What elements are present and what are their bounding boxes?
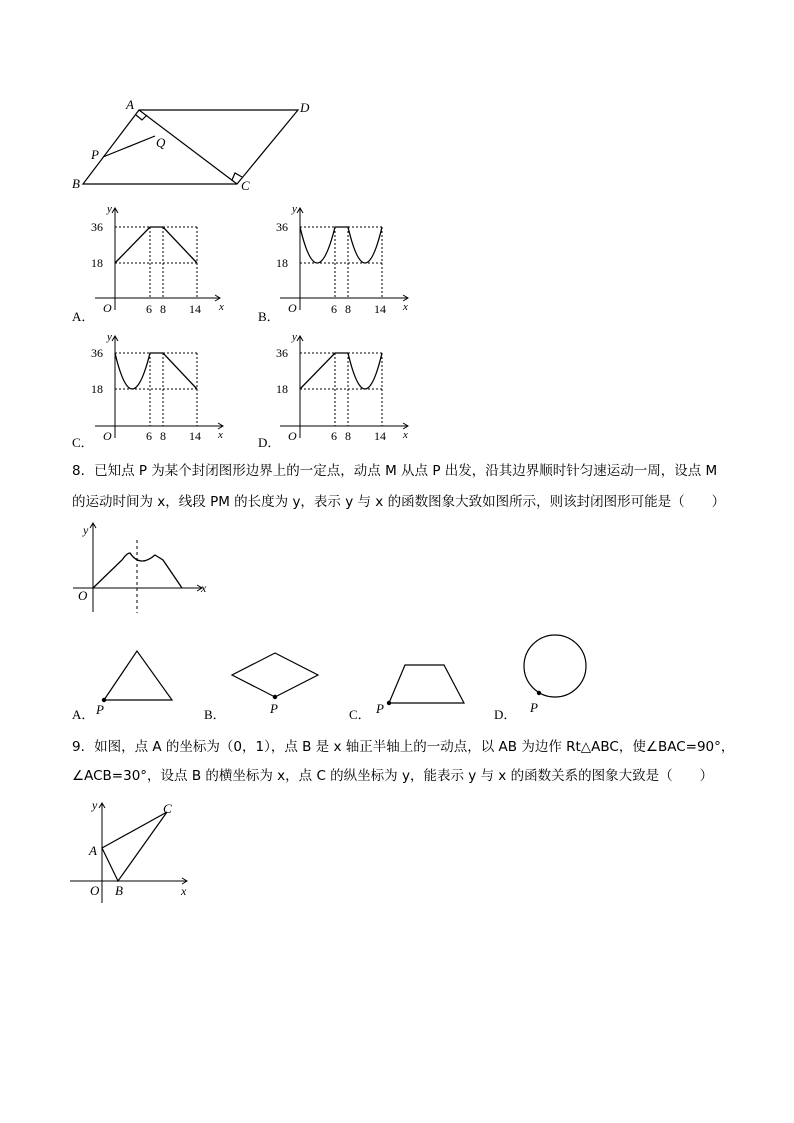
q8-shape-circle <box>515 630 595 722</box>
segment-ac <box>139 110 237 184</box>
svg-text:O: O <box>90 883 100 898</box>
q8-option-c[interactable]: C． <box>349 707 371 722</box>
q8-shape-trapezoid <box>372 655 472 720</box>
q8-function-graph <box>70 520 220 615</box>
parallelogram-abcd <box>83 110 298 184</box>
q9-text-line1: 9．如图，点 A 的坐标为（0，1），点 B 是 x 轴正半轴上的一动点，以 AB 为边作 Rt△ABC，使∠BAC=90°， <box>72 739 735 755</box>
svg-text:P: P <box>270 701 278 716</box>
point-p <box>537 691 541 695</box>
q7-graph-a <box>85 200 245 325</box>
triangle-abc <box>102 812 167 881</box>
svg-text:14: 14 <box>189 302 201 316</box>
q8-shape-rhombus <box>225 645 325 720</box>
svg-text:x: x <box>218 429 223 441</box>
svg-text:C: C <box>163 801 172 816</box>
svg-text:8: 8 <box>160 429 166 443</box>
svg-text:6: 6 <box>146 302 152 316</box>
svg-text:18: 18 <box>276 256 288 270</box>
svg-text:O: O <box>78 588 88 603</box>
svg-text:x: x <box>403 301 408 313</box>
q9-triangle-figure <box>65 795 205 905</box>
function-curve <box>115 353 197 389</box>
right-angle-mark-a <box>136 115 147 120</box>
svg-text:O: O <box>103 301 112 315</box>
label-c: C <box>241 178 250 193</box>
q7-option-d[interactable]: D． <box>258 435 281 450</box>
label-q: Q <box>156 135 166 150</box>
label-d: D <box>300 100 310 115</box>
q8-shape-triangle <box>90 645 180 720</box>
svg-text:P: P <box>96 702 104 717</box>
svg-text:y: y <box>292 331 297 343</box>
function-curve <box>300 227 382 263</box>
q7-option-b[interactable]: B． <box>258 309 280 324</box>
svg-text:x: x <box>181 884 187 898</box>
q8-option-a[interactable]: A． <box>72 707 95 722</box>
svg-text:P: P <box>376 701 384 716</box>
svg-text:18: 18 <box>276 382 288 396</box>
svg-text:8: 8 <box>345 429 351 443</box>
label-b: B <box>72 176 80 191</box>
q7-parallelogram-figure <box>60 95 330 195</box>
svg-text:36: 36 <box>91 346 103 360</box>
svg-text:18: 18 <box>91 256 103 270</box>
svg-text:x: x <box>403 429 408 441</box>
svg-text:8: 8 <box>160 302 166 316</box>
svg-text:6: 6 <box>146 429 152 443</box>
point-p <box>273 695 277 699</box>
svg-text:y: y <box>107 331 112 343</box>
q8-option-d[interactable]: D． <box>494 707 517 722</box>
svg-text:O: O <box>288 429 297 443</box>
q8-text-line2: 的运动时间为 x，线段 PM 的长度为 y，表示 y 与 x 的函数图象大致如图所示，则该封闭图形可能是（ ） <box>72 494 726 510</box>
svg-text:B: B <box>115 883 123 898</box>
svg-text:6: 6 <box>331 429 337 443</box>
svg-text:y: y <box>92 798 98 812</box>
svg-text:y: y <box>292 203 297 215</box>
svg-text:14: 14 <box>189 429 201 443</box>
svg-text:6: 6 <box>331 302 337 316</box>
q8-option-b[interactable]: B． <box>204 707 226 722</box>
svg-text:y: y <box>107 203 112 215</box>
function-curve <box>300 353 382 389</box>
point-p <box>387 701 391 705</box>
function-curve <box>115 227 197 263</box>
svg-text:14: 14 <box>374 429 386 443</box>
q7-graph-d <box>270 328 430 453</box>
q7-option-a[interactable]: A． <box>72 309 95 324</box>
q7-graph-b <box>270 200 430 325</box>
svg-text:36: 36 <box>276 346 288 360</box>
svg-text:x: x <box>219 301 224 313</box>
q8-text-line1: 8．已知点 P 为某个封闭图形边界上的一定点，动点 M 从点 P 出发，沿其边界顺时针匀速运动一周，设点 M <box>72 463 718 479</box>
svg-text:x: x <box>201 581 207 595</box>
svg-text:O: O <box>103 429 112 443</box>
label-p: P <box>91 147 99 162</box>
svg-text:8: 8 <box>345 302 351 316</box>
svg-text:36: 36 <box>91 220 103 234</box>
label-a: A <box>126 97 134 112</box>
svg-text:y: y <box>83 523 89 537</box>
svg-text:O: O <box>288 301 297 315</box>
svg-text:A: A <box>89 843 97 858</box>
svg-text:36: 36 <box>276 220 288 234</box>
q9-text-line2: ∠ACB=30°，设点 B 的横坐标为 x，点 C 的纵坐标为 y，能表示 y 与 x 的函数关系的图象大致是（ ） <box>72 768 714 784</box>
q7-graph-c <box>85 328 245 453</box>
svg-text:18: 18 <box>91 382 103 396</box>
svg-text:P: P <box>530 700 538 715</box>
svg-text:14: 14 <box>374 302 386 316</box>
q7-option-c[interactable]: C． <box>72 435 94 450</box>
